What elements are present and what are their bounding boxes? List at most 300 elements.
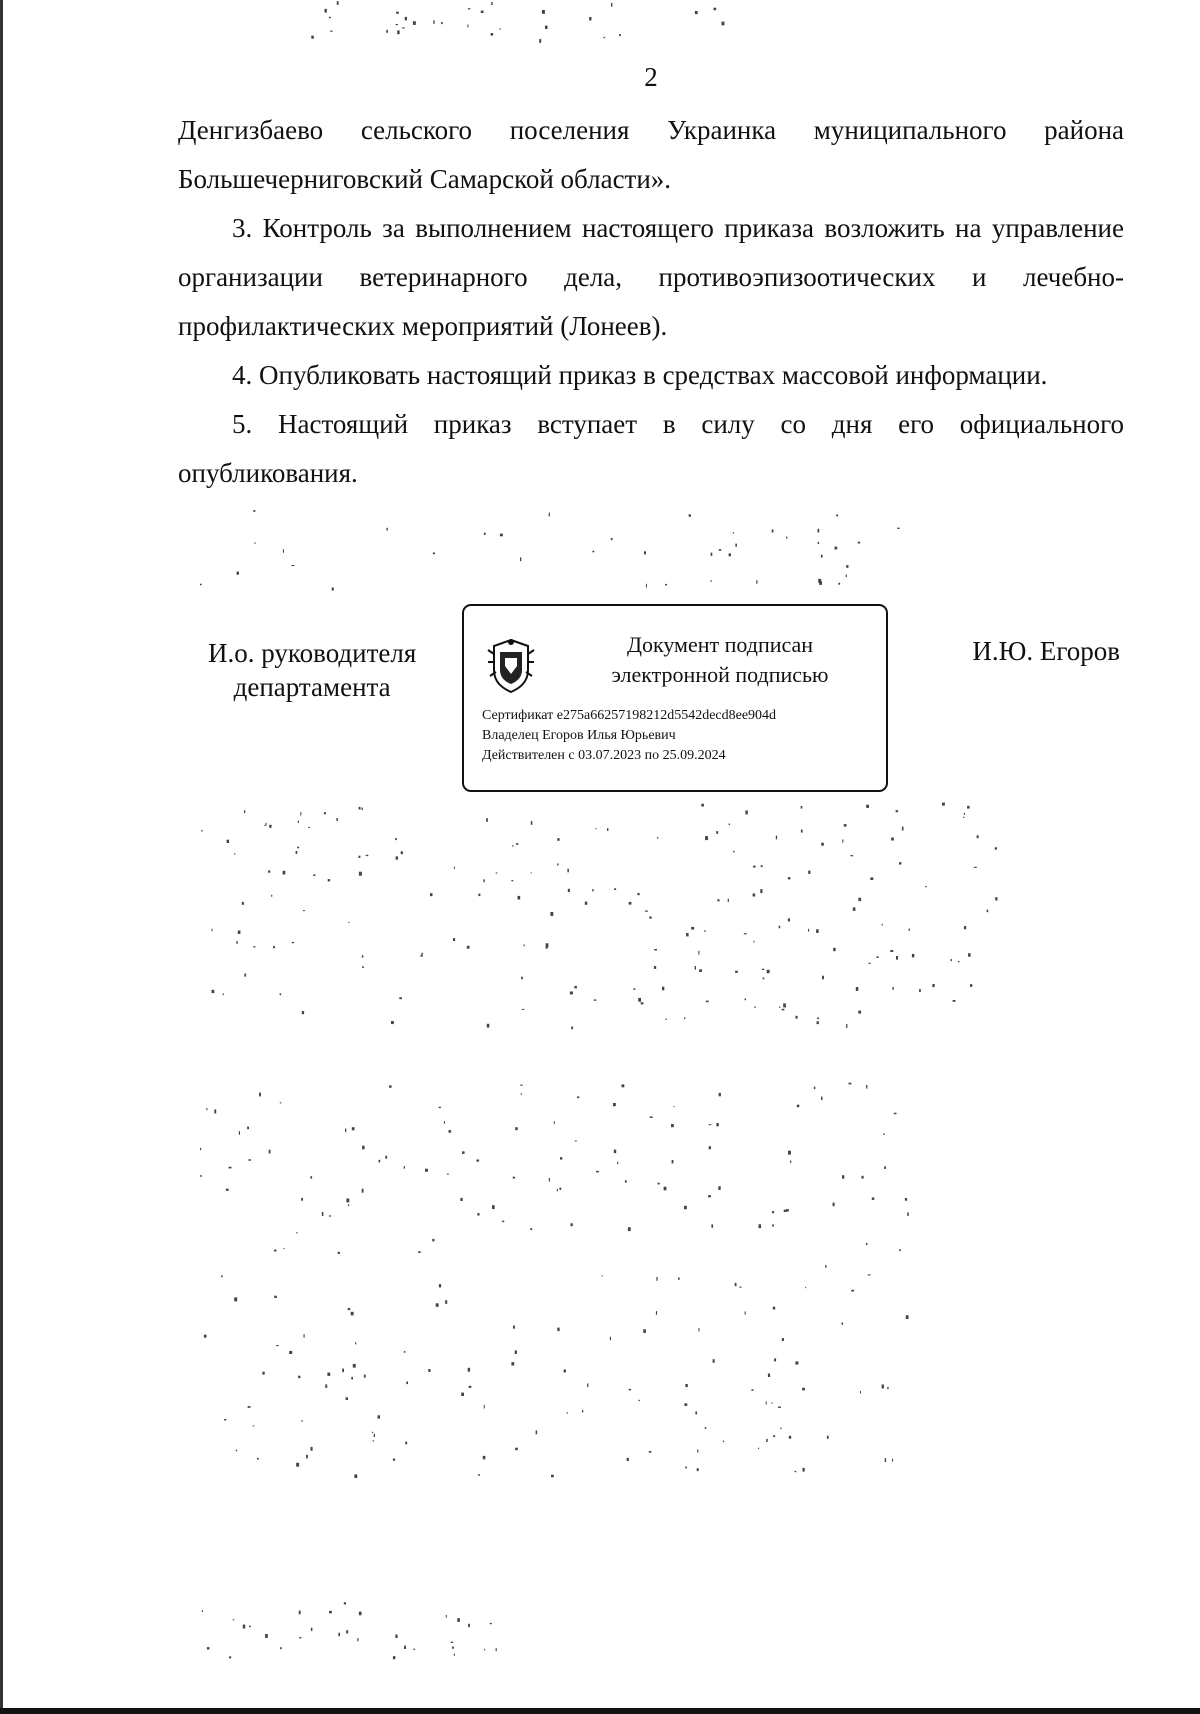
- signer-position-line2: департамента: [233, 672, 391, 702]
- scan-speckle: [788, 918, 790, 921]
- scan-speckle: [405, 17, 407, 20]
- scan-speckle: [751, 1389, 753, 1391]
- scan-speckle: [468, 1624, 470, 1627]
- scan-speckle: [271, 895, 272, 897]
- scan-speckle: [274, 1250, 277, 1252]
- scan-speckle: [223, 993, 224, 995]
- scan-speckle: [550, 912, 553, 916]
- scan-speckle: [705, 1427, 707, 1429]
- scan-speckle: [404, 1166, 405, 1169]
- scan-speckle: [418, 1251, 420, 1253]
- scan-speckle: [483, 879, 484, 882]
- scan-speckle: [551, 1475, 554, 1478]
- scan-speckle: [719, 549, 721, 551]
- scan-speckle: [628, 1227, 631, 1231]
- scan-speckle: [846, 565, 848, 568]
- scan-speckle: [389, 1085, 392, 1087]
- scan-speckle: [851, 1290, 854, 1292]
- scan-speckle: [297, 847, 299, 849]
- scan-speckle: [906, 1315, 909, 1319]
- scan-speckle: [797, 1105, 800, 1108]
- scan-speckle: [549, 513, 550, 517]
- scan-speckle: [401, 851, 403, 854]
- scan-speckle: [833, 1203, 835, 1207]
- scan-speckle: [685, 1384, 687, 1387]
- scan-speckle: [545, 26, 548, 29]
- scan-speckle: [622, 1084, 625, 1087]
- scan-speckle: [846, 1024, 847, 1028]
- stamp-heading-line1: Документ подписан: [626, 632, 814, 657]
- scan-speckle: [760, 889, 762, 893]
- scan-speckle: [296, 851, 298, 854]
- scan-speckle: [729, 824, 730, 826]
- scan-speckle: [801, 806, 803, 809]
- scan-speckle: [704, 931, 706, 932]
- scan-speckle: [629, 1389, 631, 1391]
- scan-speckle: [451, 1642, 454, 1643]
- certificate-number: Сертификат e275a66257198212d5542decd8ee904d: [482, 708, 777, 723]
- scan-speckle: [283, 871, 286, 875]
- scan-speckle: [405, 1442, 407, 1445]
- scan-speckle: [237, 572, 239, 575]
- scan-speckle: [452, 1647, 454, 1649]
- scan-speckle: [685, 1467, 687, 1469]
- scan-speckle: [907, 1212, 909, 1216]
- scan-speckle: [378, 1415, 381, 1418]
- scan-speckle: [428, 1369, 430, 1372]
- scan-speckle: [283, 549, 284, 553]
- scan-speckle: [467, 946, 470, 949]
- scan-speckle: [744, 933, 747, 934]
- scan-speckle: [708, 1195, 711, 1197]
- scan-speckle: [276, 1345, 279, 1346]
- scan-speckle: [234, 1297, 237, 1301]
- scan-speckle: [585, 902, 588, 905]
- scan-speckle: [274, 1296, 277, 1298]
- scan-speckle: [821, 843, 824, 846]
- scan-speckle: [858, 898, 861, 901]
- scan-speckle: [686, 933, 689, 936]
- scan-speckle: [362, 1189, 364, 1193]
- scan-speckle: [202, 1610, 203, 1612]
- scan-speckle: [894, 1113, 897, 1115]
- scan-speckle: [244, 810, 245, 813]
- scan-speckle: [491, 2, 492, 5]
- scan-speckle: [399, 997, 402, 999]
- scan-speckle: [346, 1199, 349, 1203]
- scan-speckle: [557, 863, 558, 865]
- scan-speckle: [709, 1146, 711, 1149]
- scan-speckle: [963, 817, 964, 818]
- scan-speckle: [425, 1169, 428, 1172]
- scan-speckle: [322, 1212, 324, 1216]
- scan-speckle: [678, 1278, 680, 1280]
- scan-speckle: [557, 1189, 558, 1191]
- scan-speckle: [953, 1000, 956, 1002]
- scan-speckle: [896, 810, 899, 812]
- scan-speckle: [604, 37, 606, 38]
- signer-position-line1: И.о. руководителя: [208, 638, 417, 668]
- scan-speckle: [885, 1458, 886, 1462]
- scan-speckle: [782, 1009, 785, 1011]
- scan-speckle: [292, 565, 295, 566]
- scan-speckle: [684, 1206, 687, 1210]
- scan-speckle: [266, 823, 267, 826]
- scan-speckle: [393, 1459, 395, 1461]
- scan-speckle: [656, 1277, 657, 1281]
- scan-speckle: [866, 805, 869, 808]
- scan-speckle: [719, 1093, 721, 1096]
- scan-speckle: [722, 22, 725, 26]
- scan-speckle: [860, 1391, 861, 1394]
- scan-speckle: [716, 1123, 718, 1126]
- scan-speckle: [951, 959, 952, 961]
- scan-speckle: [351, 1377, 353, 1380]
- scan-speckle: [891, 838, 894, 841]
- paragraph-5: 5. Настоящий приказ вступает в силу со дня его официального опубликования.: [178, 409, 1124, 488]
- scan-speckle: [253, 510, 255, 512]
- scan-speckle: [214, 1109, 216, 1113]
- scan-speckle: [559, 1188, 561, 1190]
- scan-speckle: [883, 1134, 885, 1135]
- scan-speckle: [868, 963, 871, 964]
- scan-speckle: [753, 894, 756, 897]
- scan-speckle: [280, 1102, 282, 1103]
- scan-speckle: [629, 902, 632, 905]
- scan-speckle: [835, 547, 838, 550]
- scan-speckle: [695, 1411, 697, 1414]
- scan-speckle: [803, 1468, 805, 1472]
- stamp-heading: [564, 630, 876, 690]
- page-number: 2: [644, 62, 658, 92]
- scan-speckle: [619, 34, 621, 36]
- scan-speckle: [238, 931, 241, 935]
- scan-speckle: [325, 1384, 327, 1388]
- scan-speckle: [633, 988, 635, 990]
- scan-speckle: [571, 1223, 573, 1226]
- scan-speckle: [868, 1274, 871, 1275]
- scan-speckle: [336, 818, 338, 821]
- scan-speckle: [892, 987, 893, 990]
- scan-speckle: [224, 1419, 226, 1421]
- scan-speckle: [324, 812, 326, 814]
- scan-speckle: [717, 899, 719, 901]
- scan-speckle: [236, 1450, 237, 1452]
- scan-speckle: [366, 855, 369, 856]
- scan-speckle: [567, 1412, 569, 1413]
- scan-speckle: [654, 966, 656, 969]
- scan-speckle: [909, 929, 910, 931]
- scan-speckle: [200, 1148, 201, 1150]
- scan-speckle: [849, 1083, 852, 1085]
- scan-speckle: [602, 1275, 603, 1276]
- scan-speckle: [625, 1180, 627, 1182]
- scan-speckle: [571, 1027, 573, 1030]
- scan-speckle: [858, 542, 860, 544]
- scan-speckle: [611, 3, 612, 7]
- scan-speckle: [306, 1455, 308, 1459]
- scan-speckle: [325, 9, 327, 13]
- scan-speckle: [942, 803, 945, 806]
- scan-speckle: [701, 804, 704, 807]
- scan-speckle: [362, 808, 363, 811]
- scan-speckle: [484, 1649, 485, 1650]
- scan-speckle: [500, 534, 503, 537]
- scan-speckle: [814, 1087, 816, 1090]
- scan-speckle: [432, 1239, 434, 1242]
- document-body: [178, 106, 1124, 498]
- scan-speckle: [767, 970, 770, 973]
- scan-speckle: [221, 1275, 223, 1277]
- scan-speckle: [567, 869, 569, 873]
- scan-speckle: [413, 21, 416, 25]
- scan-speckle: [557, 838, 559, 841]
- scan-speckle: [311, 1628, 313, 1631]
- scan-speckle: [733, 851, 735, 852]
- scan-speckle: [858, 1011, 861, 1014]
- scan-speckle: [421, 953, 422, 957]
- scan-speckle: [795, 1361, 798, 1364]
- scan-speckle: [723, 1441, 724, 1443]
- signer-name: И.Ю. Егоров: [972, 636, 1120, 666]
- scan-speckle: [515, 1127, 518, 1130]
- scan-speckle: [226, 1189, 229, 1191]
- scan-speckle: [201, 830, 203, 831]
- scan-speckle: [362, 1146, 365, 1150]
- scan-speckle: [385, 1156, 387, 1159]
- scan-speckle: [234, 853, 235, 854]
- scan-speckle: [995, 847, 997, 849]
- scan-speckle: [788, 1151, 791, 1155]
- scan-speckle: [862, 1176, 864, 1179]
- scan-speckle: [638, 998, 641, 1002]
- scan-speckle: [542, 10, 545, 14]
- scan-speckle: [265, 1634, 268, 1638]
- scan-speckle: [649, 917, 652, 919]
- scan-speckle: [406, 1382, 408, 1385]
- scan-speckle: [353, 1364, 356, 1368]
- scan-speckle: [802, 1388, 805, 1391]
- scan-speckle: [299, 1611, 301, 1615]
- scan-speckle: [974, 867, 977, 868]
- scan-speckle: [212, 929, 213, 932]
- scan-speckle: [348, 1204, 349, 1206]
- scan-speckle: [919, 989, 921, 992]
- scan-speckle: [248, 1406, 251, 1408]
- scan-speckle: [522, 1009, 525, 1010]
- stamp-heading-line2: электронной подписью: [611, 662, 829, 687]
- scan-speckle: [780, 1428, 781, 1430]
- scan-speckle: [776, 836, 777, 840]
- scan-speckle: [481, 11, 484, 14]
- scan-speckle: [359, 807, 361, 810]
- scan-speckle: [691, 927, 694, 930]
- scan-speckle: [745, 998, 746, 1000]
- scan-speckle: [395, 838, 397, 840]
- scan-speckle: [254, 543, 255, 544]
- scan-speckle: [462, 1151, 465, 1154]
- scan-speckle: [491, 33, 494, 36]
- scan-speckle: [254, 946, 256, 947]
- scan-speckle: [511, 880, 513, 881]
- scan-speckle: [439, 1284, 441, 1287]
- scan-speckle: [753, 866, 755, 868]
- scan-speckle: [745, 811, 747, 815]
- scan-speckle: [896, 956, 898, 960]
- scan-speckle: [672, 1160, 674, 1164]
- scan-speckle: [200, 584, 202, 586]
- scan-speckle: [292, 942, 295, 943]
- scan-speckle: [778, 1407, 781, 1409]
- scan-speckle: [842, 1323, 844, 1325]
- scan-speckle: [892, 1459, 893, 1462]
- scan-speckle: [773, 1435, 775, 1437]
- scan-speckle: [355, 1342, 356, 1344]
- scan-speckle: [298, 1376, 300, 1379]
- scan-speckle: [877, 956, 879, 958]
- scan-speckle: [899, 1249, 901, 1251]
- scan-speckle: [269, 825, 271, 828]
- scan-speckle: [303, 910, 305, 911]
- scan-speckle: [536, 1430, 538, 1434]
- scan-speckle: [513, 1177, 515, 1179]
- scan-speckle: [521, 1093, 522, 1095]
- scan-speckle: [477, 1213, 479, 1216]
- scan-speckle: [362, 955, 364, 957]
- scan-speckle: [592, 551, 594, 553]
- scan-speckle: [560, 1157, 562, 1160]
- scan-speckle: [709, 1124, 712, 1125]
- scan-speckle: [530, 1228, 532, 1230]
- scan-speckle: [716, 831, 718, 834]
- scan-speckle: [204, 1335, 207, 1338]
- scan-speckle: [592, 889, 593, 892]
- scan-speckle: [671, 1124, 674, 1127]
- scan-speckle: [354, 1474, 357, 1478]
- scan-speckle: [229, 1167, 232, 1169]
- scan-speckle: [664, 1187, 667, 1191]
- scan-speckle: [512, 845, 513, 847]
- scan-speckle: [987, 910, 989, 913]
- scan-speckle: [890, 950, 893, 952]
- scan-speckle: [248, 1159, 251, 1160]
- scan-speckle: [393, 1656, 396, 1659]
- scan-speckle: [818, 529, 820, 533]
- scan-speckle: [789, 1436, 791, 1439]
- scan-speckle: [539, 39, 541, 43]
- scan-speckle: [884, 1166, 886, 1169]
- scan-speckle: [846, 575, 847, 578]
- scan-speckle: [816, 929, 819, 933]
- scan-speckle: [396, 24, 398, 25]
- scan-speckle: [790, 1161, 791, 1164]
- scan-speckle: [332, 588, 334, 591]
- scan-speckle: [596, 828, 597, 829]
- scan-speckle: [445, 1300, 447, 1304]
- scan-speckle: [439, 1107, 441, 1108]
- scan-speckle: [582, 1410, 583, 1413]
- scan-speckle: [639, 1400, 640, 1401]
- electronic-signature-stamp: [462, 604, 888, 792]
- scan-speckle: [756, 580, 757, 584]
- scan-speckle: [782, 1338, 784, 1341]
- scan-speckle: [330, 31, 333, 32]
- scan-speckle: [735, 1283, 737, 1286]
- scan-speckle: [386, 528, 387, 531]
- scan-speckle: [646, 584, 647, 588]
- scan-speckle: [784, 1210, 787, 1212]
- scan-speckle: [656, 1311, 657, 1315]
- scan-speckle: [882, 924, 883, 926]
- scan-speckle: [513, 1326, 515, 1329]
- scan-speckle: [887, 1387, 888, 1389]
- signer-position: [208, 636, 416, 704]
- scan-speckle: [300, 812, 301, 816]
- scan-speckle: [461, 1393, 464, 1396]
- scan-speckle: [511, 1362, 514, 1365]
- scan-speckle: [795, 1471, 797, 1472]
- scan-speckle: [346, 1630, 348, 1633]
- scan-speckle: [348, 1308, 351, 1310]
- scan-speckle: [436, 1303, 439, 1307]
- scan-speckle: [487, 1024, 490, 1028]
- scan-speckle: [796, 1016, 798, 1019]
- scan-speckle: [249, 1626, 251, 1627]
- scan-speckle: [304, 1334, 305, 1337]
- scan-speckle: [577, 1096, 579, 1098]
- scan-speckle: [359, 1612, 362, 1616]
- scan-speckle: [329, 1215, 330, 1217]
- scan-speckle: [842, 1175, 844, 1179]
- scan-speckle: [313, 874, 315, 876]
- scan-speckle: [818, 579, 821, 583]
- scan-speckle: [657, 837, 658, 838]
- scan-speckle: [391, 1021, 394, 1024]
- scan-speckle: [402, 27, 405, 28]
- paragraph-4: 4. Опубликовать настоящий приказ в средствах массовой информации.: [232, 360, 1048, 390]
- scan-speckle: [866, 1243, 867, 1245]
- scan-speckle: [808, 929, 809, 932]
- scan-speckle: [259, 1093, 261, 1097]
- scan-speckle: [766, 1401, 767, 1404]
- scan-speckle: [476, 1160, 479, 1162]
- scan-speckle: [805, 1287, 806, 1288]
- scan-speckle: [207, 1647, 210, 1649]
- scan-speckle: [496, 1648, 497, 1651]
- scan-speckle: [905, 1198, 907, 1201]
- scan-speckle: [821, 555, 823, 558]
- scan-speckle: [836, 514, 838, 516]
- scan-speckle: [492, 1205, 495, 1209]
- scan-speckle: [772, 1224, 774, 1226]
- scan-speckle: [665, 1019, 667, 1020]
- scan-speckle: [850, 855, 853, 856]
- scan-speckle: [520, 1085, 522, 1086]
- scan-speckle: [524, 945, 525, 947]
- scan-speckle: [283, 1248, 284, 1249]
- scan-speckle: [762, 969, 764, 970]
- scan-speckle: [478, 1474, 480, 1476]
- scan-speckle: [614, 888, 616, 890]
- scan-speckle: [643, 1329, 646, 1333]
- scan-speckle: [299, 1637, 302, 1638]
- scan-speckle: [817, 1018, 819, 1020]
- scan-speckle: [236, 941, 237, 944]
- scan-speckle: [351, 1312, 354, 1316]
- scan-speckle: [515, 1448, 518, 1451]
- scan-speckle: [296, 1232, 297, 1234]
- scan-speckle: [484, 533, 486, 535]
